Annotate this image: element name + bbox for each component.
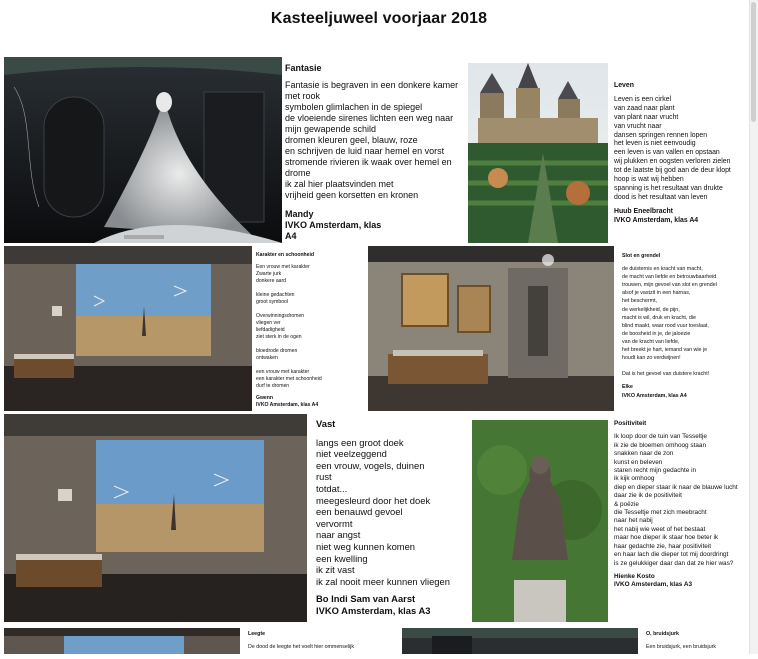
- vertical-scrollbar[interactable]: [749, 0, 758, 654]
- poem-vast: [316, 418, 450, 617]
- poem-author: Huub Eneelbracht IVKO Amsterdam, klas A4: [614, 207, 699, 224]
- tile-leven: [468, 57, 754, 243]
- poem-body: de duisternis en kracht van macht, de macht van liefde en betrouwbaarheid trouwen, mijn gevoel van slot en grendel alsof je vastzit in een harnas, het beschermt, de werkelijkheid, de pijn, macht is wil, druk en kracht, die blind maakt, waar rood vuur toeslaat, de boosheid in je, de jaloezie van de kracht van liefde, het breekt je hart, iemand van wie je houdt kan zo verdwijnen! Dat is het gevoel van duistere kracht!: [622, 266, 717, 378]
- poem-author: Bo Indi Sam van Aarst IVKO Amsterdam, klas A3: [316, 593, 431, 616]
- page-title: Kasteeljuweel voorjaar 2018: [270, 10, 488, 27]
- tile-fantasie: [4, 57, 459, 243]
- poem-title: Karakter en schoonheid: [256, 252, 315, 258]
- poem-title: Fantasie: [285, 63, 322, 73]
- poem-body: Een bruidsjurk, een bruidsjurk: [646, 644, 717, 650]
- poem-body: langs een groot doek niet veelzeggend een vrouw, vogels, duinen rust totdat... meegesleurd door het doek een benauwd gevoel vervormt naar angst niet weg kunnen komen een kwelling ik zit vast ik zal nooit meer kunnen vliegen: [316, 436, 450, 587]
- poem-author: Gwenn IVKO Amsterdam, klas A4: [256, 395, 319, 408]
- gallery-dark-room-image: [4, 57, 282, 243]
- poem-title: Leegte: [248, 631, 266, 637]
- photo-leegte: [4, 628, 240, 654]
- photo-gallery-paintings: [368, 246, 614, 411]
- tile-slot: [368, 246, 754, 411]
- scrollbar-thumb[interactable]: [751, 2, 756, 122]
- photo-fantasie-dress-installation: [4, 57, 282, 243]
- poem-title: Slot en grendel: [622, 253, 661, 259]
- gallery-paintings-image: [368, 246, 614, 411]
- poem-body: Fantasie is begraven in een donkere kamer met rook symbolen glimlachen in de spiegel de vloeiende sirenes lichten een weg naar mijn gewapende schild dromen kleuren geel, blauw, roze en schrijven de luid naar hemel en vorst stromende rivieren ik waak over hemel en drome ik zal hier plaatsvinden met vrijheid geen korsetten en kronen: [285, 80, 459, 200]
- tile-vast: [4, 414, 450, 622]
- poem-body: De dood de leegte het voelt hier ommenselijk: [248, 644, 354, 650]
- gallery-canvas-large-image: [4, 414, 307, 622]
- tile-leegte: [4, 628, 444, 654]
- poem-body: Leven is een cirkel van zaad naar plant van plant naar vrucht van vrucht naar dansen springen rennen lopen het leven is niet eenvoudig een leven is van vallen en opstaan wij plukken en oogsten verloren zielen tot de laatste bij god aan de deur klopt hoop is wat wij hebben spanning is het resultaat van drukte dood is het resultaat van leven: [614, 95, 731, 201]
- poem-karakter: [256, 252, 346, 409]
- poem-title: O, bruidsjurk: [646, 631, 679, 637]
- tile-bruidsjurk: [402, 628, 754, 654]
- poem-body: Een vrouw met karakter Zwarte jurk donkere aard kleine gedachten groot symbool Overwinningsdromen vliegen ver liefdadigheid ziet sterk in de ogen bloedrode dromen ontwaken een vrouw met karakter een karakter met schoonheid durf te dromen: [256, 264, 322, 389]
- poem-author: Mandy IVKO Amsterdam, klas A4: [285, 209, 382, 241]
- castle-garden-image: [468, 63, 608, 243]
- photo-gallery-canvas-large: [4, 414, 307, 622]
- poem-body: Ik loop door de tuin van Tesseltje ik zie de bloemen omhoog staan snakken naar de zon kunst en beleven staren recht mijn gedachte in ik kijk omhoog diep en dieper staar ik naar de blauwe lucht daar zie ik de positiviteit & poëzie die Tesseltje met zich meebracht naar het nabij het nabij wie weet of het bestaat maar hoe dieper ik staar hoe beter ik haar gedachte zie, haar positiviteit en haar lach die dieper tot mij doordringt is ze gelukkiger daar dan dat ze hier was?: [614, 433, 738, 567]
- poem-author: Elke IVKO Amsterdam, klas A4: [622, 384, 687, 399]
- gallery-canvas-image: [4, 246, 252, 411]
- photo-bruidsjurk: [402, 628, 638, 654]
- poem-title: Positiviteit: [614, 420, 647, 427]
- tile-karakter: [4, 246, 344, 411]
- poem-leven: [614, 82, 754, 226]
- poem-fantasie: [285, 63, 459, 242]
- tile-positiviteit: [468, 414, 754, 622]
- photo-gallery-canvas-birds: [4, 246, 252, 411]
- photo-statue-hedge: [472, 420, 608, 622]
- gallery-bruidsjurk-image: [402, 628, 638, 654]
- poem-title: Vast: [316, 418, 336, 429]
- poem-author: Hienke Kosto IVKO Amsterdam, klas A3: [614, 572, 693, 589]
- poem-slot: [622, 252, 754, 400]
- photo-castle-garden: [468, 63, 608, 243]
- poem-title: Leven: [614, 82, 634, 89]
- poem-bruidsjurk: [646, 630, 754, 656]
- statue-hedge-image: [472, 420, 608, 622]
- gallery-leegte-image: [4, 628, 240, 654]
- poem-positiviteit: [614, 420, 754, 590]
